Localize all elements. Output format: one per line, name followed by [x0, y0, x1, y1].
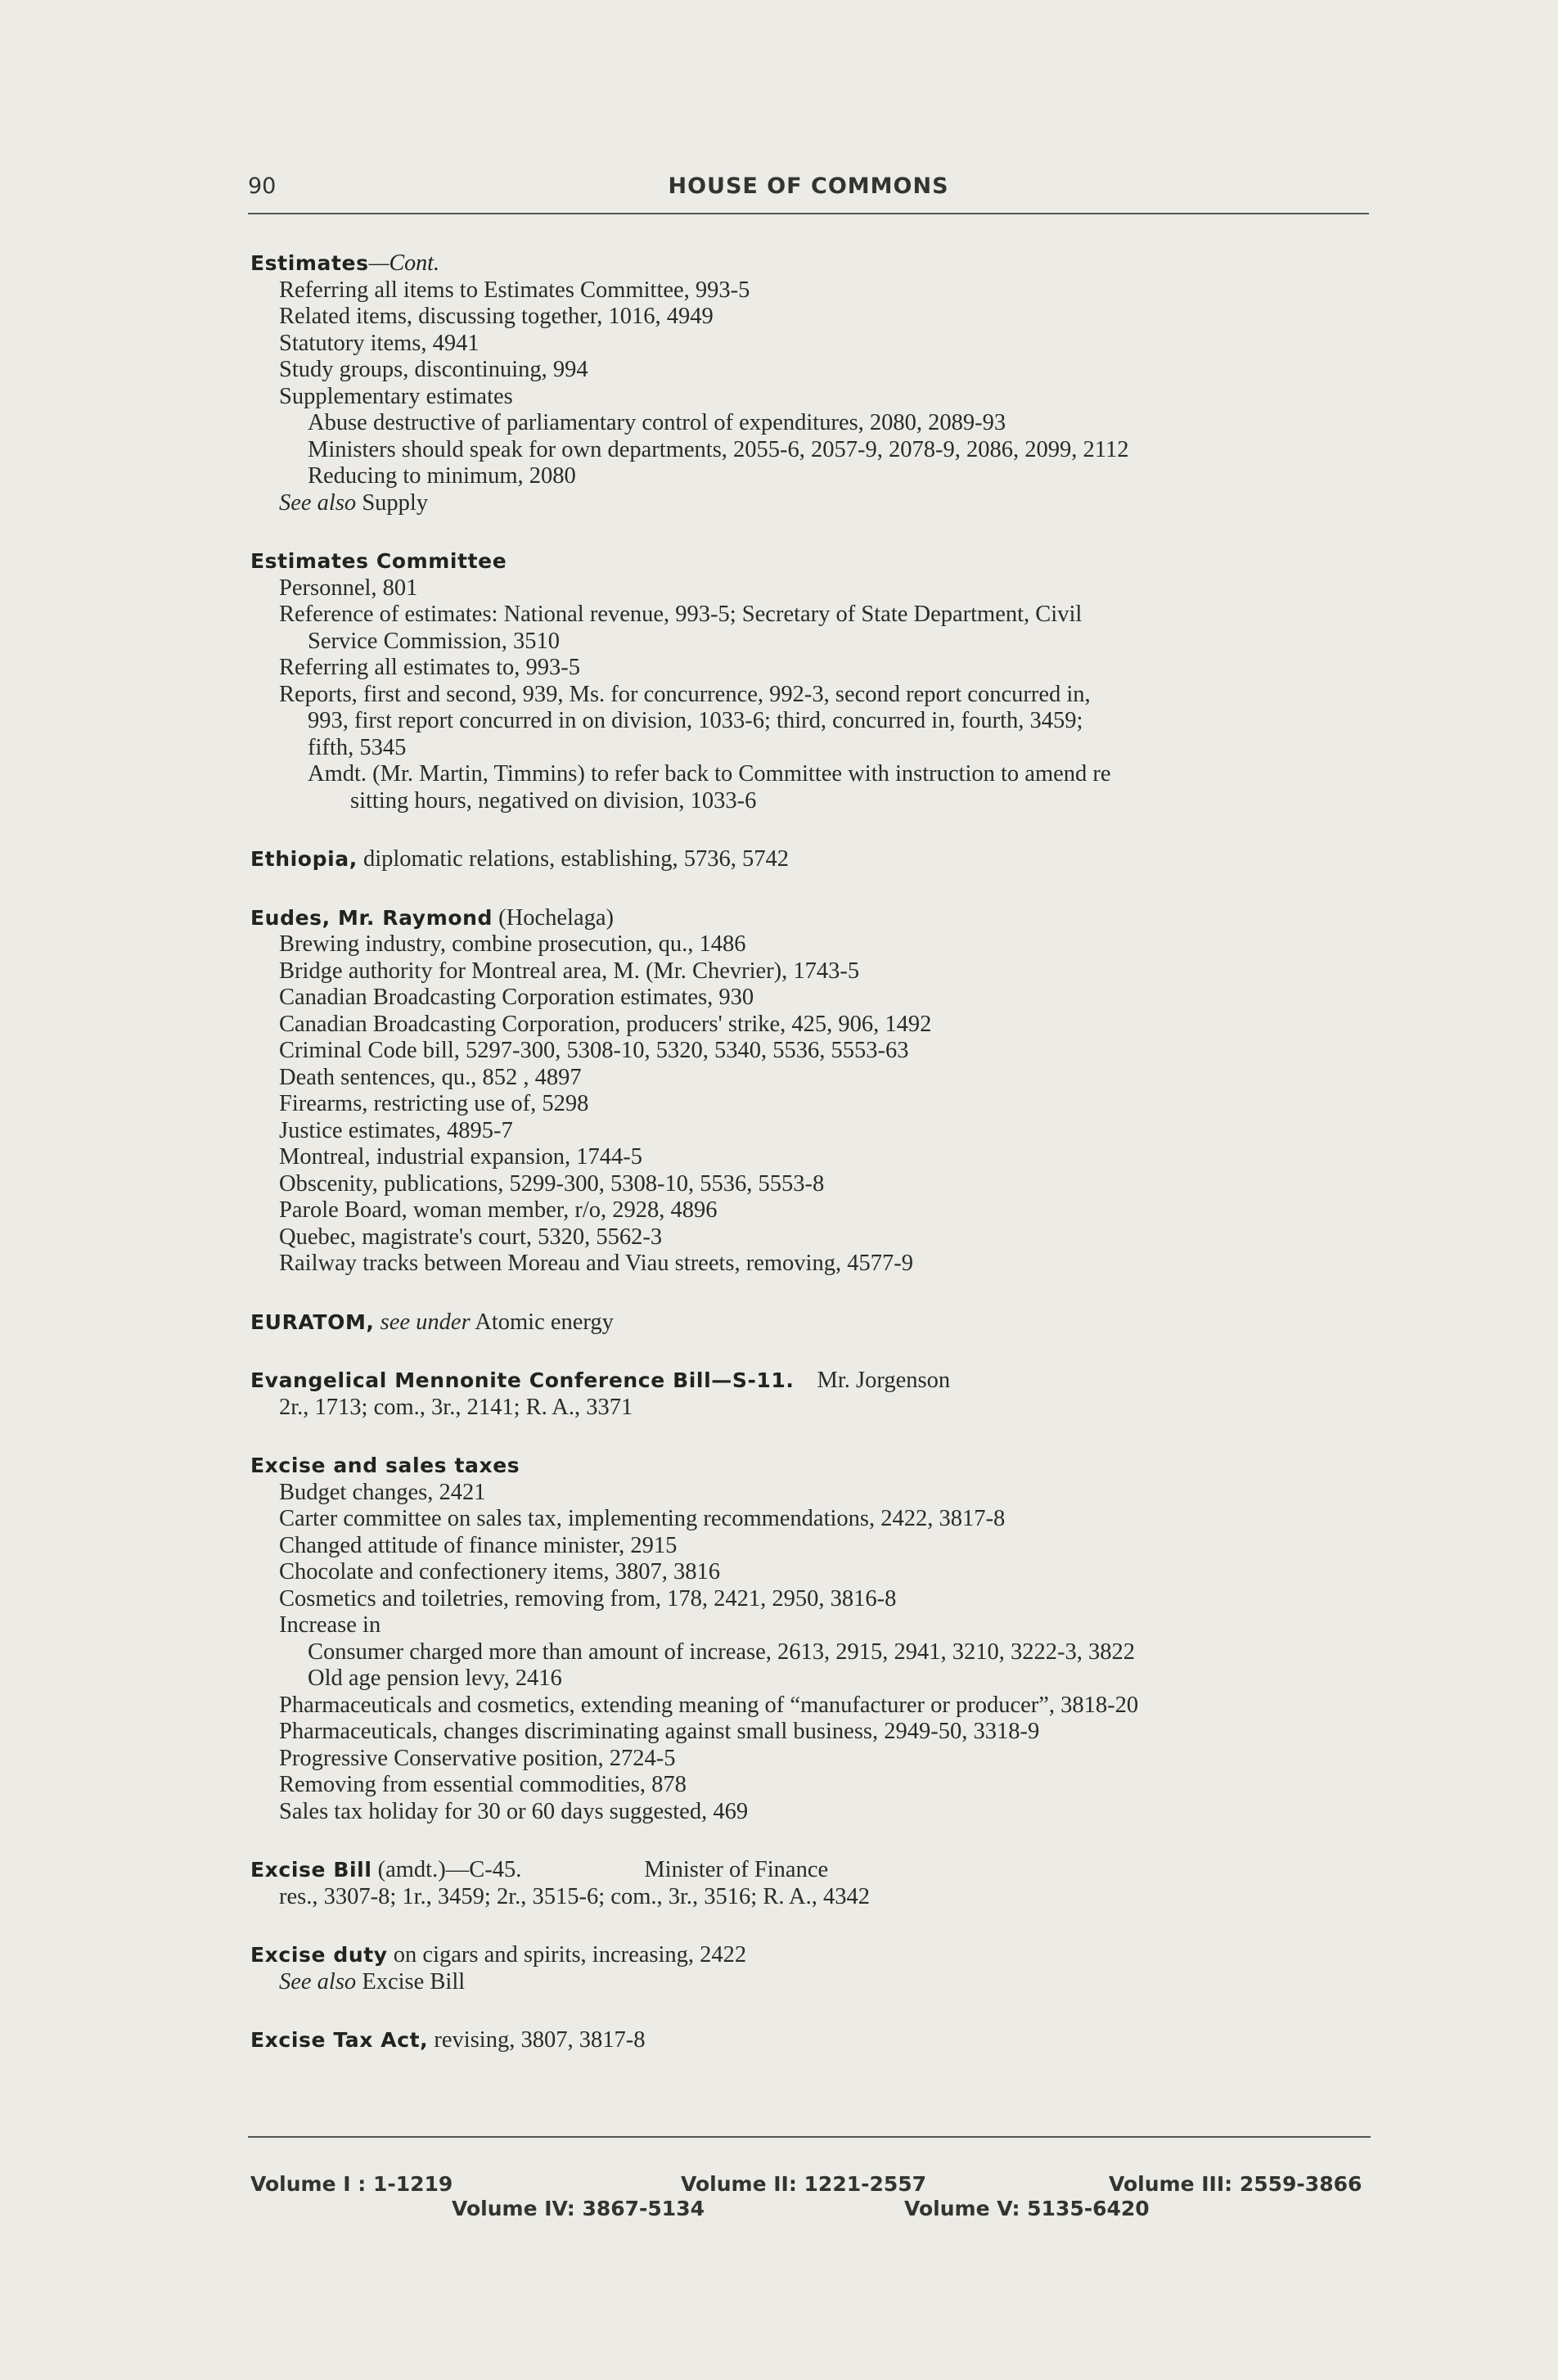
subentry: Death sentences, qu., 852 , 4897	[279, 1064, 582, 1090]
sub-subentry: Abuse destructive of parliamentary control of expenditures, 2080, 2089-93	[308, 410, 1006, 435]
entry-heading-rest: on cigars and spirits, increasing, 2422	[387, 1942, 747, 1968]
subentry: Pharmaceuticals, changes discriminating against small business, 2949-50, 3318-9	[279, 1719, 1040, 1744]
entry-heading: Eudes, Mr. Raymond	[250, 905, 493, 930]
volume-range: Volume IV: 3867-5134	[452, 2197, 705, 2220]
subentry: Progressive Conservative position, 2724-5	[279, 1745, 676, 1771]
volume-range: Volume I : 1-1219	[250, 2172, 453, 2196]
subentry: Budget changes, 2421	[279, 1479, 486, 1505]
subentry: Reports, first and second, 939, Ms. for concurrence, 992-3, second report concurred in,	[279, 681, 1091, 707]
subentry: Statutory items, 4941	[279, 330, 480, 356]
entry-heading: Excise Bill	[250, 1858, 372, 1882]
subentry: Referring all estimates to, 993-5	[279, 655, 581, 680]
bill-sponsor: Mr. Jorgenson	[817, 1368, 951, 1393]
see-also-line	[250, 1969, 1380, 1996]
index-entry-excise-tax-act	[250, 2027, 1380, 2054]
subentry: Carter committee on sales tax, implementing recommendations, 2422, 3817-8	[279, 1506, 1006, 1531]
entry-heading: Excise Tax Act,	[250, 2028, 429, 2052]
subentry: Cosmetics and toiletries, removing from, 178, 2421, 2950, 3816-8	[279, 1585, 897, 1611]
index-entry-excise-duty	[250, 1942, 1380, 1995]
subentry-continuation: Service Commission, 3510	[308, 628, 560, 654]
subentry: Supplementary estimates	[279, 383, 513, 409]
subentry: Study groups, discontinuing, 994	[279, 357, 588, 382]
subentry: Brewing industry, combine prosecution, qu., 1486	[279, 931, 746, 957]
entry-heading: Estimates Committee	[250, 549, 507, 573]
index-entry-excise-and-sales-taxes	[250, 1453, 1380, 1825]
subentry-continuation: fifth, 5345	[308, 734, 407, 760]
sub-subentry: Ministers should speak for own departments, 2055-6, 2057-9, 2078-9, 2086, 2099, 2112	[308, 436, 1129, 462]
subentry: Removing from essential commodities, 878	[279, 1772, 687, 1797]
entry-heading: Evangelical Mennonite Conference Bill—S-11.	[250, 1368, 795, 1392]
see-also-target: Excise Bill	[362, 1968, 466, 1995]
subentry: Canadian Broadcasting Corporation estimates, 930	[279, 985, 754, 1010]
subentry: Justice estimates, 4895-7	[279, 1117, 513, 1143]
see-also-label: See also	[279, 1968, 357, 1995]
sub-subentry: Reducing to minimum, 2080	[308, 463, 576, 489]
bill-stages: 2r., 1713; com., 3r., 2141; R. A., 3371	[279, 1394, 633, 1420]
footer-rule	[248, 2136, 1371, 2138]
entry-heading: EURATOM,	[250, 1309, 375, 1334]
entry-heading: Ethiopia,	[250, 847, 358, 871]
index-entry-eudes	[250, 905, 1380, 1278]
entry-heading-rest: revising, 3807, 3817-8	[428, 2027, 646, 2053]
entry-heading-rest: (Hochelaga)	[493, 904, 614, 931]
entry-heading: Excise and sales taxes	[250, 1454, 520, 1477]
index-entry-estimates	[250, 250, 1380, 516]
running-head: HOUSE OF COMMONS	[668, 174, 949, 199]
page-header	[248, 164, 1369, 214]
subentry: Bridge authority for Montreal area, M. (Mr. Chevrier), 1743-5	[279, 958, 860, 984]
see-also-label: See also	[279, 489, 357, 516]
subentry: Chocolate and confectionery items, 3807, 3816	[279, 1559, 720, 1584]
volume-range: Volume V: 5135-6420	[904, 2197, 1150, 2220]
subentry: Montreal, industrial expansion, 1744-5	[279, 1144, 643, 1170]
entry-heading-rest: Atomic energy	[475, 1309, 614, 1335]
volume-range: Volume III: 2559-3866	[1109, 2172, 1362, 2196]
index-entry-ethiopia	[250, 846, 1380, 873]
subentry: Criminal Code bill, 5297-300, 5308-10, 5320, 5340, 5536, 5553-63	[279, 1038, 909, 1063]
subentry: Personnel, 801	[279, 575, 418, 601]
sub-subentry-continuation: sitting hours, negatived on division, 1033-6	[350, 787, 757, 814]
subentry: Increase in	[279, 1612, 381, 1638]
entry-heading-rest: diplomatic relations, establishing, 5736, 5742	[357, 846, 789, 872]
subentry: Sales tax holiday for 30 or 60 days suggested, 469	[279, 1798, 749, 1824]
index-entry-evangelical-mennonite-bill	[250, 1368, 1380, 1421]
subentry: Related items, discussing together, 1016, 4949	[279, 304, 714, 329]
entry-heading: Excise duty	[250, 1943, 388, 1967]
subentry-continuation: 993, first report concurred in on division, 1033-6; third, concurred in, fourth, 3459;	[308, 708, 1083, 733]
subentry: Canadian Broadcasting Corporation, producers' strike, 425, 906, 1492	[279, 1011, 932, 1037]
subentry: Changed attitude of finance minister, 2915	[279, 1532, 678, 1558]
entry-heading-rest: (amdt.)—C-45.	[371, 1857, 522, 1882]
volume-range: Volume II: 1221-2557	[681, 2172, 927, 2196]
subentry: Firearms, restricting use of, 5298	[279, 1091, 589, 1116]
see-also-line	[250, 490, 1380, 517]
subentry: Quebec, magistrate's court, 5320, 5562-3	[279, 1224, 663, 1250]
bill-sponsor: Minister of Finance	[644, 1857, 829, 1882]
index-content	[250, 250, 1380, 2054]
see-under-label: see under	[380, 1309, 471, 1335]
bill-stages: res., 3307-8; 1r., 3459; 2r., 3515-6; com., 3r., 3516; R. A., 4342	[279, 1883, 870, 1909]
subentry: Pharmaceuticals and cosmetics, extending meaning of “manufacturer or producer”, 3818-20	[279, 1692, 1139, 1718]
entry-heading: Estimates	[250, 251, 369, 275]
index-entry-euratom	[250, 1309, 1380, 1336]
subentry: Referring all items to Estimates Committee, 993-5	[279, 277, 750, 303]
see-also-target: Supply	[362, 489, 429, 516]
sub-subentry: Amdt. (Mr. Martin, Timmins) to refer back to Committee with instruction to amend re	[308, 761, 1111, 787]
sub-subentry: Old age pension levy, 2416	[308, 1666, 562, 1691]
subentry: Railway tracks between Moreau and Viau streets, removing, 4577-9	[279, 1251, 913, 1276]
subentry: Reference of estimates: National revenue, 993-5; Secretary of State Department, Civil	[279, 602, 1083, 627]
entry-heading-suffix: —Cont.	[368, 250, 439, 276]
sub-subentry: Consumer charged more than amount of increase, 2613, 2915, 2941, 3210, 3222-3, 3822	[308, 1639, 1136, 1665]
subentry: Parole Board, woman member, r/o, 2928, 4896	[279, 1197, 718, 1223]
index-entry-estimates-committee	[250, 548, 1380, 814]
subentry: Obscenity, publications, 5299-300, 5308-10, 5536, 5553-8	[279, 1170, 825, 1197]
index-entry-excise-bill	[250, 1857, 1380, 1910]
page-number: 90	[248, 174, 277, 199]
